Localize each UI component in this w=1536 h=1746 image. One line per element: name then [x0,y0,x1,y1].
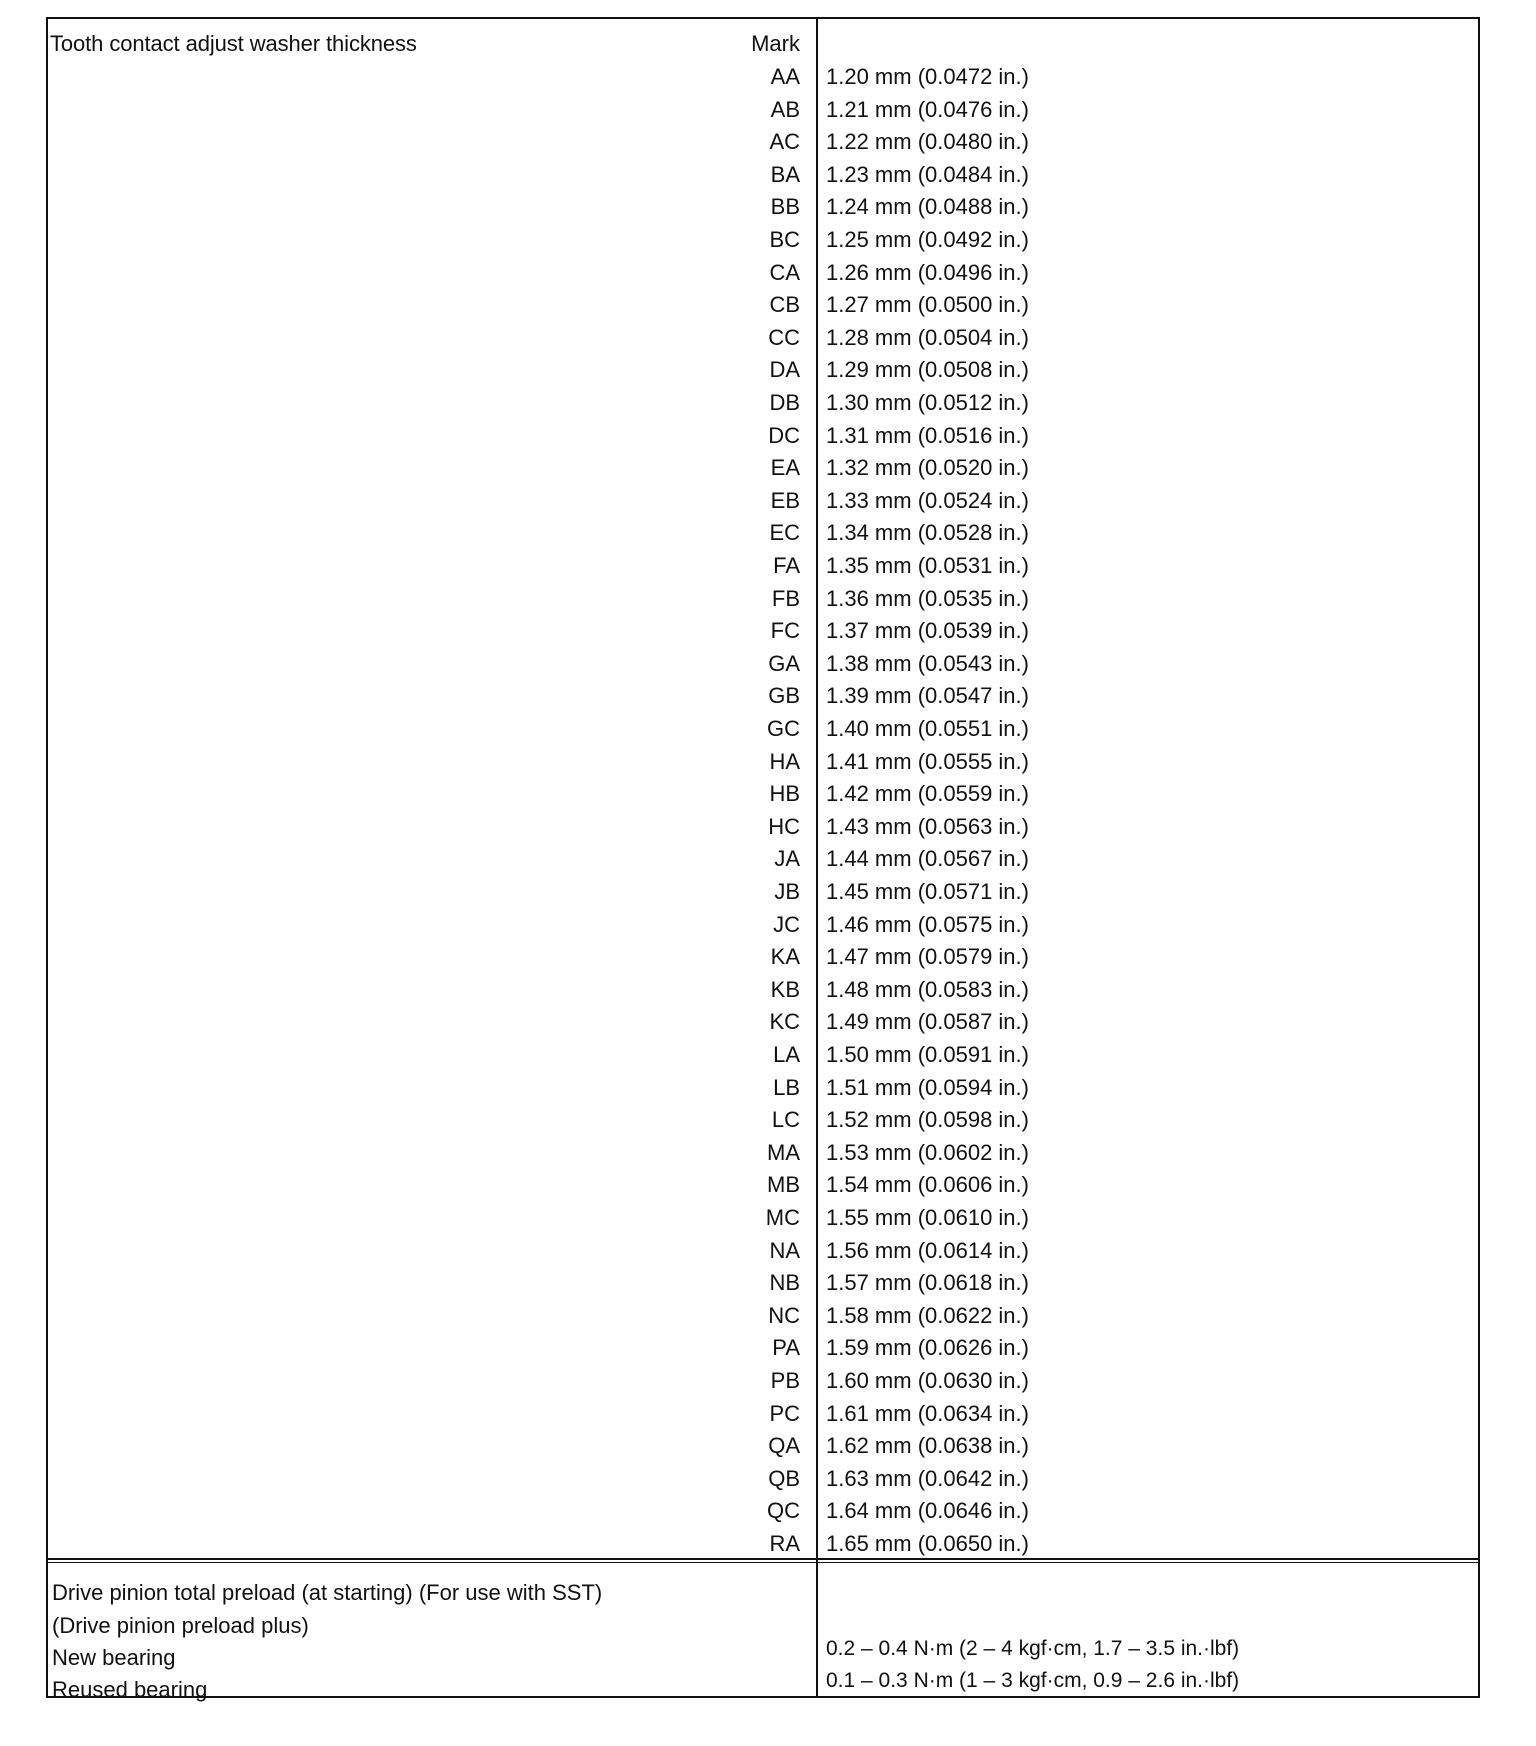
washer-thickness: 1.41 mm (0.0555 in.) [826,748,1029,774]
table-row [48,814,1478,847]
table-row [48,292,1478,325]
washer-thickness: 1.58 mm (0.0622 in.) [826,1302,1029,1328]
washer-mark: JA [774,846,800,872]
washer-mark: AC [769,129,800,155]
new-bearing-value: 0.2 – 0.4 N·m (2 – 4 kgf·cm, 1.7 – 3.5 in.·lbf) [826,1637,1240,1660]
washer-mark: BC [769,227,800,252]
washer-mark: AB [770,96,800,122]
table-row [48,260,1478,293]
washer-mark: MC [765,1205,800,1230]
table-row [48,64,1478,97]
table-row [48,879,1478,912]
table-row [48,520,1478,553]
table-row [48,423,1478,456]
washer-mark: HB [769,781,800,807]
washer-thickness: 1.49 mm (0.0587 in.) [826,1009,1029,1035]
washer-thickness: 1.55 mm (0.0610 in.) [826,1205,1029,1230]
table-row [48,586,1478,619]
washer-thickness: 1.48 mm (0.0583 in.) [826,976,1029,1002]
washer-mark: FC [770,618,800,644]
washer-mark: KC [769,1009,800,1035]
washer-mark: EA [770,455,800,481]
washer-mark: MB [767,1172,800,1198]
washer-thickness: 1.56 mm (0.0614 in.) [826,1237,1029,1263]
washer-mark: CC [768,324,800,350]
washer-mark: FA [773,553,800,578]
washer-thickness: 1.34 mm (0.0528 in.) [826,520,1029,546]
table-row [48,1075,1478,1108]
table-row [48,1172,1478,1205]
table-row [48,651,1478,684]
washer-thickness: 1.32 mm (0.0520 in.) [826,455,1029,481]
table-row [48,846,1478,879]
table-row [48,1335,1478,1368]
washer-thickness: 1.31 mm (0.0516 in.) [826,422,1029,448]
washer-thickness: 1.42 mm (0.0559 in.) [826,781,1029,807]
washer-mark: QC [767,1498,800,1524]
table-row [48,227,1478,260]
washer-thickness: 1.57 mm (0.0618 in.) [826,1270,1029,1296]
table-row [48,1498,1478,1531]
washer-mark: DC [768,422,800,448]
washer-thickness: 1.52 mm (0.0598 in.) [826,1107,1029,1133]
table-row [48,97,1478,130]
washer-thickness: 1.40 mm (0.0551 in.) [826,716,1029,741]
washer-mark: EC [769,520,800,546]
washer-thickness: 1.54 mm (0.0606 in.) [826,1172,1029,1198]
washer-thickness: 1.23 mm (0.0484 in.) [826,161,1029,187]
table-row [48,1205,1478,1238]
table-row [48,1042,1478,1075]
table-row [48,1140,1478,1173]
reused-bearing-label: Reused bearing [52,1677,208,1702]
washer-thickness: 1.45 mm (0.0571 in.) [826,879,1029,904]
washer-mark: CB [769,292,800,318]
table-row [48,716,1478,749]
washer-thickness: 1.63 mm (0.0642 in.) [826,1465,1029,1491]
washer-mark: JC [773,911,800,937]
washer-thickness: 1.27 mm (0.0500 in.) [826,292,1029,318]
spec-table [46,17,1480,1702]
washer-thickness: 1.43 mm (0.0563 in.) [826,813,1029,839]
reused-bearing-value: 0.1 – 0.3 N·m (1 – 3 kgf·cm, 0.9 – 2.6 in.·lbf) [826,1669,1240,1692]
table-row [48,781,1478,814]
washer-mark: LB [773,1074,800,1100]
washer-thickness: 1.38 mm (0.0543 in.) [826,650,1029,676]
washer-thickness: 1.30 mm (0.0512 in.) [826,390,1029,415]
table-row [48,683,1478,716]
washer-mark: GB [768,683,800,709]
washer-mark: JB [774,879,800,904]
washer-thickness: 1.20 mm (0.0472 in.) [826,64,1029,89]
table-row [48,749,1478,782]
table-row [48,194,1478,227]
washer-mark: NC [768,1302,800,1328]
washer-mark: PB [770,1368,800,1393]
washer-mark: RA [769,1531,800,1556]
mark-column-header: Mark [751,31,800,56]
washer-mark: QA [768,1433,800,1459]
washer-thickness: 1.50 mm (0.0591 in.) [826,1042,1029,1067]
table-row [48,1270,1478,1303]
washer-thickness: 1.22 mm (0.0480 in.) [826,129,1029,155]
washer-thickness: 1.36 mm (0.0535 in.) [826,585,1029,611]
washer-mark: KB [770,976,800,1002]
washer-thickness: 1.24 mm (0.0488 in.) [826,194,1029,220]
washer-mark: LA [773,1042,800,1067]
washer-mark: GA [768,650,800,676]
washer-thickness: 1.26 mm (0.0496 in.) [826,259,1029,285]
washer-mark: CA [769,259,800,285]
table-row [48,553,1478,586]
washer-mark: HC [768,813,800,839]
table-row [48,912,1478,945]
washer-mark: HA [769,748,800,774]
table-row [48,390,1478,423]
table-row [48,488,1478,521]
table-row [48,1303,1478,1336]
washer-thickness: 1.28 mm (0.0504 in.) [826,324,1029,350]
washer-mark: MA [767,1139,800,1165]
washer-thickness: 1.53 mm (0.0602 in.) [826,1139,1029,1165]
table-row [48,129,1478,162]
washer-mark: AA [770,64,800,89]
washer-thickness: 1.35 mm (0.0531 in.) [826,553,1029,578]
table-row [48,1401,1478,1434]
preload-section-subtitle: (Drive pinion preload plus) [52,1613,309,1638]
washer-mark: GC [767,716,800,741]
washer-thickness: 1.64 mm (0.0646 in.) [826,1498,1029,1524]
washer-thickness: 1.21 mm (0.0476 in.) [826,96,1029,122]
washer-thickness: 1.62 mm (0.0638 in.) [826,1433,1029,1459]
washer-thickness: 1.59 mm (0.0626 in.) [826,1335,1029,1361]
washer-thickness: 1.25 mm (0.0492 in.) [826,227,1029,252]
washer-thickness: 1.46 mm (0.0575 in.) [826,911,1029,937]
table-row [48,1433,1478,1466]
table-row [48,1531,1478,1564]
washer-mark: QB [768,1465,800,1491]
washer-mark: BA [770,161,800,187]
washer-thickness: 1.39 mm (0.0547 in.) [826,683,1029,709]
preload-section-title: Drive pinion total preload (at starting) (For use with SST) [52,1580,603,1605]
table-row [48,1107,1478,1140]
washer-thickness: 1.61 mm (0.0634 in.) [826,1400,1029,1426]
washer-thickness: 1.51 mm (0.0594 in.) [826,1074,1029,1100]
table-row [48,455,1478,488]
washer-mark: EB [770,487,800,513]
washer-mark: PC [769,1400,800,1426]
washer-section-title: Tooth contact adjust washer thickness [50,31,417,56]
table-row [48,977,1478,1010]
washer-thickness: 1.37 mm (0.0539 in.) [826,618,1029,644]
table-row [48,944,1478,977]
washer-mark: DA [769,357,800,383]
washer-mark: DB [769,390,800,415]
table-row [48,357,1478,390]
washer-thickness: 1.33 mm (0.0524 in.) [826,487,1029,513]
washer-thickness: 1.44 mm (0.0567 in.) [826,846,1029,872]
washer-thickness: 1.60 mm (0.0630 in.) [826,1368,1029,1393]
table-row [48,1238,1478,1271]
table-row [48,1009,1478,1042]
washer-mark: NA [769,1237,800,1263]
washer-mark: BB [770,194,800,220]
washer-mark: NB [769,1270,800,1296]
table-row [48,1466,1478,1499]
washer-mark: LC [771,1107,800,1133]
washer-mark: KA [770,944,800,970]
washer-thickness: 1.65 mm (0.0650 in.) [826,1531,1029,1556]
table-row [48,162,1478,195]
table-row [48,618,1478,651]
washer-mark: FB [771,585,800,611]
new-bearing-label: New bearing [52,1645,176,1670]
washer-mark: PA [772,1335,800,1361]
washer-thickness: 1.47 mm (0.0579 in.) [826,944,1029,970]
washer-thickness: 1.29 mm (0.0508 in.) [826,357,1029,383]
table-row [48,1368,1478,1401]
table-row [48,325,1478,358]
